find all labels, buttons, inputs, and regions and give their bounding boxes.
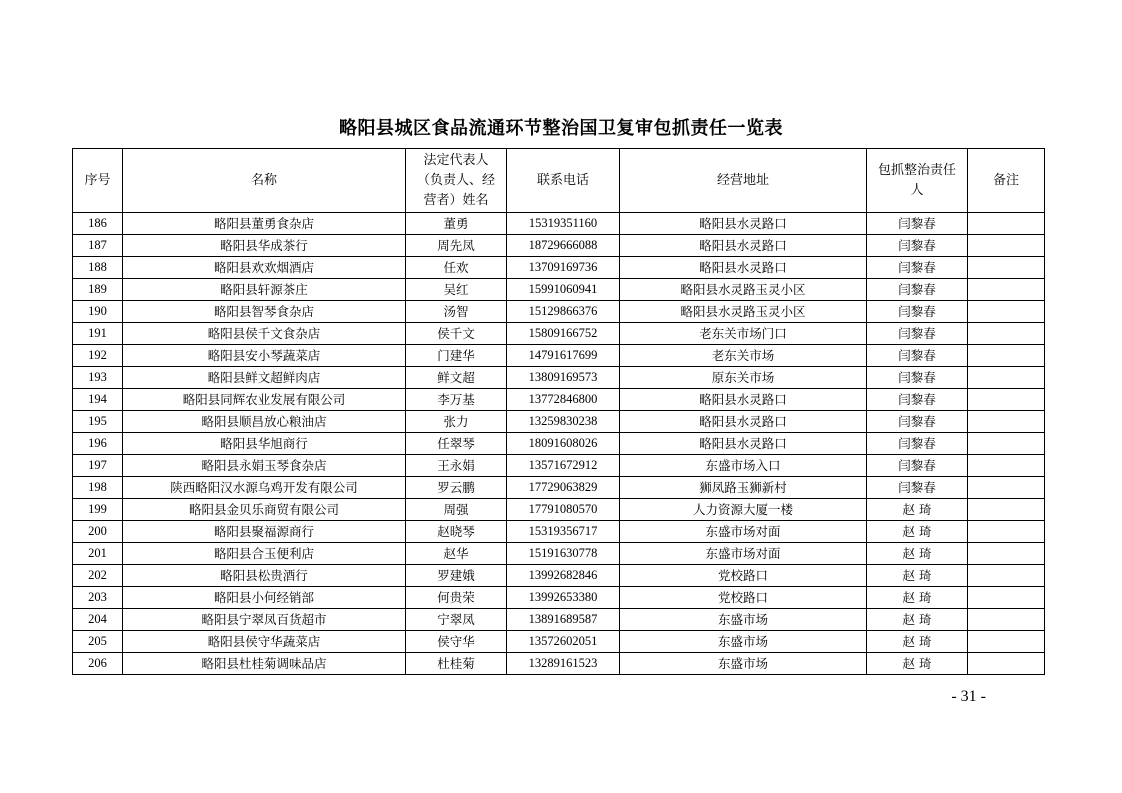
cell-phone: 13259830238 (507, 411, 620, 433)
cell-responsible: 闫黎春 (867, 455, 968, 477)
cell-phone: 15319351160 (507, 213, 620, 235)
cell-index: 190 (73, 301, 123, 323)
cell-index: 200 (73, 521, 123, 543)
cell-name: 略阳县安小琴蔬菜店 (123, 345, 406, 367)
cell-remarks (968, 653, 1045, 675)
header-remarks: 备注 (968, 149, 1045, 213)
cell-address: 老东关市场 (620, 345, 867, 367)
cell-address: 略阳县水灵路口 (620, 235, 867, 257)
cell-remarks (968, 499, 1045, 521)
table-body (73, 213, 1045, 675)
cell-legal-rep: 董勇 (406, 213, 507, 235)
cell-address: 东盛市场对面 (620, 521, 867, 543)
table-row (73, 609, 1045, 631)
table-row (73, 323, 1045, 345)
cell-phone: 13772846800 (507, 389, 620, 411)
cell-phone: 15191630778 (507, 543, 620, 565)
cell-remarks (968, 213, 1045, 235)
header-legal-rep: 法定代表人（负责人、经营者）姓名 (406, 149, 507, 213)
cell-name: 略阳县侯千文食杂店 (123, 323, 406, 345)
cell-responsible: 闫黎春 (867, 235, 968, 257)
cell-name: 略阳县小何经销部 (123, 587, 406, 609)
cell-legal-rep: 何贵荣 (406, 587, 507, 609)
cell-address: 东盛市场 (620, 609, 867, 631)
cell-legal-rep: 李万基 (406, 389, 507, 411)
cell-legal-rep: 宁翠凤 (406, 609, 507, 631)
header-responsible: 包抓整治责任人 (867, 149, 968, 213)
cell-name: 略阳县杜桂菊调味品店 (123, 653, 406, 675)
cell-index: 188 (73, 257, 123, 279)
cell-name: 略阳县宁翠凤百货超市 (123, 609, 406, 631)
cell-remarks (968, 323, 1045, 345)
cell-name: 略阳县金贝乐商贸有限公司 (123, 499, 406, 521)
cell-remarks (968, 433, 1045, 455)
cell-index: 186 (73, 213, 123, 235)
cell-address: 略阳县水灵路口 (620, 389, 867, 411)
cell-phone: 13992653380 (507, 587, 620, 609)
cell-index: 196 (73, 433, 123, 455)
cell-responsible: 闫黎春 (867, 301, 968, 323)
cell-responsible: 赵 琦 (867, 609, 968, 631)
cell-address: 东盛市场入口 (620, 455, 867, 477)
cell-name: 略阳县智琴食杂店 (123, 301, 406, 323)
table-row (73, 587, 1045, 609)
table-row (73, 433, 1045, 455)
cell-index: 204 (73, 609, 123, 631)
header-address: 经营地址 (620, 149, 867, 213)
cell-address: 东盛市场对面 (620, 543, 867, 565)
cell-legal-rep: 任翠琴 (406, 433, 507, 455)
cell-responsible: 赵 琦 (867, 653, 968, 675)
cell-name: 略阳县董勇食杂店 (123, 213, 406, 235)
table-row (73, 301, 1045, 323)
cell-index: 201 (73, 543, 123, 565)
table-row (73, 389, 1045, 411)
cell-index: 195 (73, 411, 123, 433)
cell-responsible: 闫黎春 (867, 279, 968, 301)
cell-responsible: 闫黎春 (867, 257, 968, 279)
cell-phone: 18729666088 (507, 235, 620, 257)
cell-address: 狮凤路玉狮新村 (620, 477, 867, 499)
table-row (73, 521, 1045, 543)
cell-responsible: 赵 琦 (867, 587, 968, 609)
cell-remarks (968, 367, 1045, 389)
cell-index: 202 (73, 565, 123, 587)
cell-name: 略阳县华旭商行 (123, 433, 406, 455)
cell-index: 193 (73, 367, 123, 389)
cell-phone: 15809166752 (507, 323, 620, 345)
cell-responsible: 闫黎春 (867, 367, 968, 389)
table-row (73, 345, 1045, 367)
cell-remarks (968, 543, 1045, 565)
cell-index: 191 (73, 323, 123, 345)
header-index: 序号 (73, 149, 123, 213)
cell-address: 略阳县水灵路玉灵小区 (620, 301, 867, 323)
table-row (73, 455, 1045, 477)
cell-legal-rep: 罗云鹏 (406, 477, 507, 499)
cell-phone: 13572602051 (507, 631, 620, 653)
table-row (73, 411, 1045, 433)
cell-address: 老东关市场门口 (620, 323, 867, 345)
document-title: 略阳县城区食品流通环节整治国卫复审包抓责任一览表 (339, 118, 783, 139)
cell-address: 原东关市场 (620, 367, 867, 389)
cell-phone: 18091608026 (507, 433, 620, 455)
cell-address: 人力资源大厦一楼 (620, 499, 867, 521)
cell-legal-rep: 王永娟 (406, 455, 507, 477)
cell-remarks (968, 411, 1045, 433)
cell-index: 197 (73, 455, 123, 477)
cell-remarks (968, 389, 1045, 411)
cell-address: 略阳县水灵路口 (620, 213, 867, 235)
cell-responsible: 闫黎春 (867, 389, 968, 411)
table-row (73, 235, 1045, 257)
cell-remarks (968, 477, 1045, 499)
cell-index: 206 (73, 653, 123, 675)
cell-index: 199 (73, 499, 123, 521)
cell-legal-rep: 门建华 (406, 345, 507, 367)
cell-phone: 15129866376 (507, 301, 620, 323)
cell-index: 194 (73, 389, 123, 411)
cell-name: 略阳县轩源茶庄 (123, 279, 406, 301)
cell-address: 略阳县水灵路口 (620, 433, 867, 455)
cell-remarks (968, 631, 1045, 653)
header-name: 名称 (123, 149, 406, 213)
cell-responsible: 闫黎春 (867, 477, 968, 499)
cell-legal-rep: 赵华 (406, 543, 507, 565)
cell-legal-rep: 任欢 (406, 257, 507, 279)
cell-remarks (968, 455, 1045, 477)
cell-phone: 17729063829 (507, 477, 620, 499)
cell-name: 陕西略阳汉水源乌鸡开发有限公司 (123, 477, 406, 499)
cell-legal-rep: 侯千文 (406, 323, 507, 345)
cell-remarks (968, 609, 1045, 631)
table-header-row (73, 149, 1045, 213)
cell-address: 党校路口 (620, 587, 867, 609)
cell-remarks (968, 345, 1045, 367)
cell-name: 略阳县永娟玉琴食杂店 (123, 455, 406, 477)
cell-legal-rep: 周强 (406, 499, 507, 521)
table-row (73, 565, 1045, 587)
cell-remarks (968, 565, 1045, 587)
cell-remarks (968, 521, 1045, 543)
cell-responsible: 闫黎春 (867, 213, 968, 235)
cell-name: 略阳县顺昌放心粮油店 (123, 411, 406, 433)
page-number: - 31 - (951, 688, 986, 705)
cell-legal-rep: 侯守华 (406, 631, 507, 653)
cell-address: 略阳县水灵路口 (620, 411, 867, 433)
cell-legal-rep: 吴红 (406, 279, 507, 301)
cell-name: 略阳县松贵酒行 (123, 565, 406, 587)
cell-phone: 15991060941 (507, 279, 620, 301)
cell-name: 略阳县欢欢烟酒店 (123, 257, 406, 279)
cell-responsible: 赵 琦 (867, 521, 968, 543)
cell-address: 党校路口 (620, 565, 867, 587)
cell-phone: 13809169573 (507, 367, 620, 389)
cell-remarks (968, 279, 1045, 301)
cell-legal-rep: 张力 (406, 411, 507, 433)
table-row (73, 653, 1045, 675)
cell-name: 略阳县侯守华蔬菜店 (123, 631, 406, 653)
cell-phone: 13891689587 (507, 609, 620, 631)
cell-phone: 13571672912 (507, 455, 620, 477)
cell-phone: 13992682846 (507, 565, 620, 587)
cell-index: 198 (73, 477, 123, 499)
cell-responsible: 赵 琦 (867, 565, 968, 587)
table-row (73, 499, 1045, 521)
cell-responsible: 闫黎春 (867, 345, 968, 367)
cell-address: 东盛市场 (620, 631, 867, 653)
cell-address: 略阳县水灵路玉灵小区 (620, 279, 867, 301)
table-row (73, 257, 1045, 279)
cell-phone: 13709169736 (507, 257, 620, 279)
table-row (73, 631, 1045, 653)
cell-legal-rep: 周先凤 (406, 235, 507, 257)
cell-phone: 13289161523 (507, 653, 620, 675)
responsibility-table (72, 148, 1045, 675)
table-row (73, 477, 1045, 499)
cell-remarks (968, 257, 1045, 279)
cell-responsible: 闫黎春 (867, 433, 968, 455)
cell-phone: 14791617699 (507, 345, 620, 367)
cell-name: 略阳县鲜文超鲜肉店 (123, 367, 406, 389)
cell-address: 东盛市场 (620, 653, 867, 675)
cell-name: 略阳县合玉便利店 (123, 543, 406, 565)
cell-phone: 15319356717 (507, 521, 620, 543)
cell-responsible: 赵 琦 (867, 543, 968, 565)
cell-legal-rep: 鲜文超 (406, 367, 507, 389)
cell-index: 203 (73, 587, 123, 609)
cell-remarks (968, 301, 1045, 323)
cell-legal-rep: 罗建娥 (406, 565, 507, 587)
cell-address: 略阳县水灵路口 (620, 257, 867, 279)
cell-legal-rep: 杜桂菊 (406, 653, 507, 675)
cell-name: 略阳县同辉农业发展有限公司 (123, 389, 406, 411)
table-row (73, 279, 1045, 301)
cell-legal-rep: 赵晓琴 (406, 521, 507, 543)
table-row (73, 367, 1045, 389)
cell-responsible: 赵 琦 (867, 499, 968, 521)
cell-index: 205 (73, 631, 123, 653)
cell-phone: 17791080570 (507, 499, 620, 521)
cell-remarks (968, 587, 1045, 609)
header-phone: 联系电话 (507, 149, 620, 213)
cell-name: 略阳县聚福源商行 (123, 521, 406, 543)
cell-index: 192 (73, 345, 123, 367)
cell-remarks (968, 235, 1045, 257)
cell-index: 189 (73, 279, 123, 301)
table-row (73, 213, 1045, 235)
cell-name: 略阳县华成茶行 (123, 235, 406, 257)
cell-legal-rep: 汤智 (406, 301, 507, 323)
cell-index: 187 (73, 235, 123, 257)
cell-responsible: 闫黎春 (867, 323, 968, 345)
cell-responsible: 闫黎春 (867, 411, 968, 433)
table-row (73, 543, 1045, 565)
cell-responsible: 赵 琦 (867, 631, 968, 653)
